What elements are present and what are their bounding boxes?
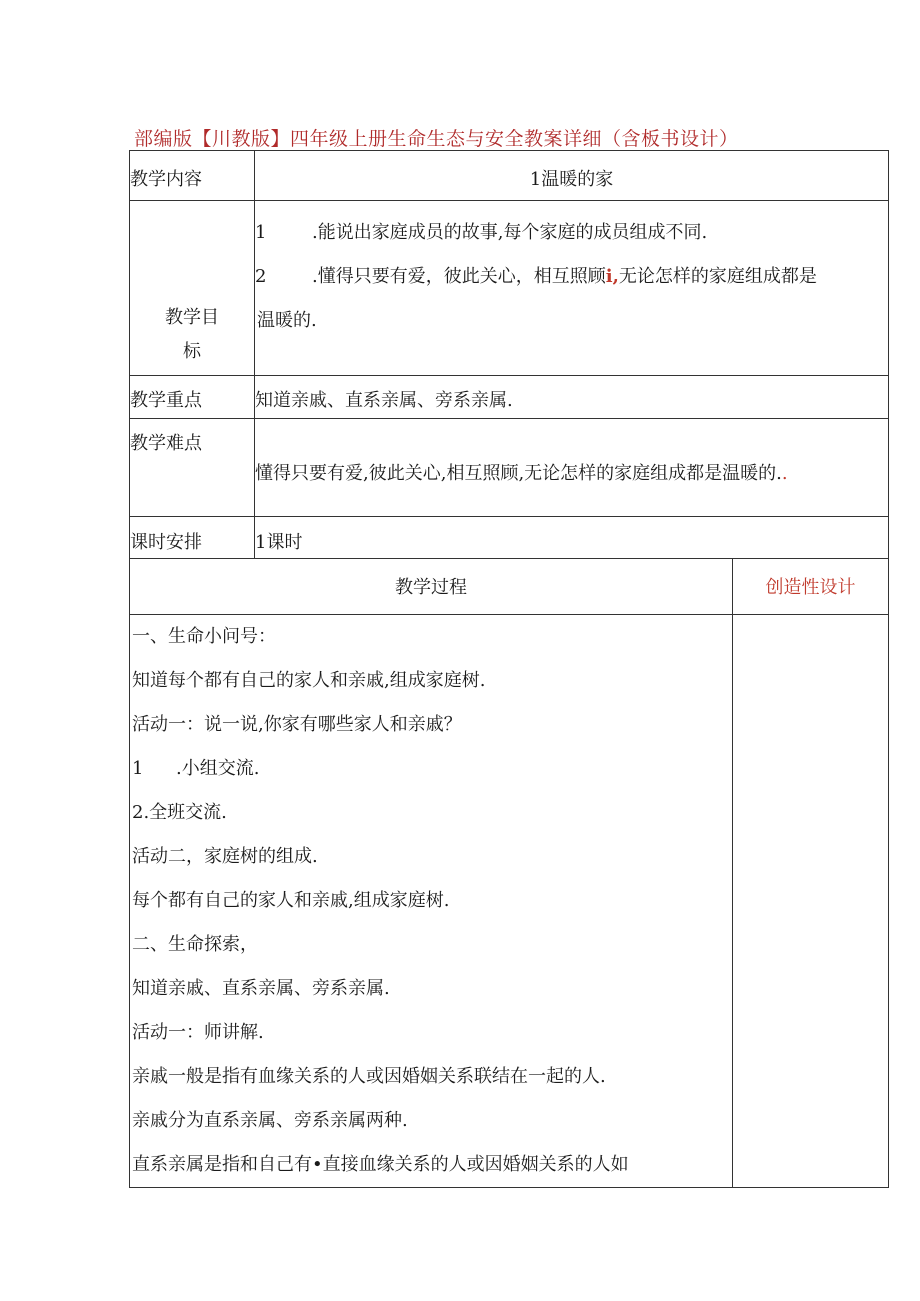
process-line-text: 一、生命小问号： bbox=[132, 626, 276, 647]
process-line bbox=[130, 835, 732, 879]
label-difficulty: 教学难点 bbox=[130, 419, 255, 517]
row-process-content bbox=[130, 615, 889, 1188]
lesson-title: 1温暖的家 bbox=[255, 151, 889, 201]
process-line-text: 活动一：师讲解. bbox=[132, 1022, 264, 1043]
creative-design-header: 创造性设计 bbox=[733, 559, 889, 615]
process-line bbox=[130, 879, 732, 923]
lesson-plan-table bbox=[129, 150, 889, 1188]
process-line-text: 2.全班交流. bbox=[132, 802, 227, 823]
process-line bbox=[130, 747, 732, 791]
row-process-header bbox=[130, 559, 889, 615]
goal-2-text-b: 无论怎样的家庭组成都是 bbox=[618, 266, 817, 287]
process-line-text: 每个都有自己的家人和亲戚,组成家庭树. bbox=[132, 890, 450, 911]
goal-2-number: 2 bbox=[255, 266, 267, 287]
process-line bbox=[130, 923, 732, 967]
process-line bbox=[130, 1143, 732, 1187]
process-line-text: .小组交流. bbox=[176, 758, 260, 779]
process-line bbox=[130, 615, 732, 659]
process-line-text: 知道亲戚、直系亲属、旁系亲属. bbox=[132, 978, 390, 999]
process-line-number: 1 bbox=[132, 758, 144, 779]
schedule-value: 1课时 bbox=[255, 517, 889, 559]
difficulty-value: 懂得只要有爱,彼此关心,相互照顾,无论怎样的家庭组成都是温暖的. bbox=[255, 463, 782, 484]
label-teaching-goals bbox=[130, 201, 255, 376]
row-teaching-content bbox=[130, 151, 889, 201]
process-line-text: 知道每个都有自己的家人和亲戚,组成家庭树. bbox=[132, 670, 486, 691]
key-points-value: 知道亲戚、直系亲属、旁系亲属. bbox=[255, 376, 889, 419]
process-line bbox=[130, 967, 732, 1011]
goal-2-mark: i, bbox=[605, 266, 619, 287]
process-line bbox=[130, 791, 732, 835]
goals-label-line-1: 教学目 bbox=[165, 307, 219, 328]
difficulty-mark: . bbox=[781, 463, 788, 484]
process-line-text: 亲戚分为直系亲属、旁系亲属两种. bbox=[132, 1110, 408, 1131]
process-content bbox=[130, 615, 733, 1188]
process-line bbox=[130, 1099, 732, 1143]
goal-1-text: .能说出家庭成员的故事,每个家庭的成员组成不同. bbox=[312, 222, 708, 243]
row-schedule bbox=[130, 517, 889, 559]
row-difficulty bbox=[130, 419, 889, 517]
process-line-text: 直系亲属是指和自己有•直接血缘关系的人或因婚姻关系的人如 bbox=[132, 1154, 629, 1175]
process-header: 教学过程 bbox=[130, 559, 733, 615]
process-line bbox=[130, 703, 732, 747]
label-key-points: 教学重点 bbox=[130, 376, 255, 419]
goals-label-line-2: 标 bbox=[183, 341, 201, 362]
goal-1-number: 1 bbox=[255, 222, 267, 243]
row-teaching-goals bbox=[130, 201, 889, 376]
difficulty-content bbox=[255, 419, 889, 517]
process-line bbox=[130, 659, 732, 703]
process-line-text: 二、生命探索， bbox=[132, 934, 258, 955]
process-line bbox=[130, 1055, 732, 1099]
goals-content bbox=[255, 201, 889, 376]
process-line bbox=[130, 1011, 732, 1055]
creative-design-cell bbox=[733, 615, 889, 1188]
process-line-text: 亲戚一般是指有血缘关系的人或因婚姻关系联结在一起的人. bbox=[132, 1066, 606, 1087]
row-key-points bbox=[130, 376, 889, 419]
process-line-text: 活动二，家庭树的组成. bbox=[132, 846, 318, 867]
goal-2-text-a: .懂得只要有爱，彼此关心，相互照顾 bbox=[312, 266, 606, 287]
goal-2-text-c: 温暖的. bbox=[257, 310, 317, 331]
process-line-text: 活动一：说一说,你家有哪些家人和亲戚？ bbox=[132, 714, 462, 735]
label-schedule: 课时安排 bbox=[130, 517, 255, 559]
label-teaching-content: 教学内容 bbox=[130, 151, 255, 201]
document-title: 部编版【川教版】四年级上册生命生态与安全教案详细（含板书设计） bbox=[134, 128, 739, 150]
